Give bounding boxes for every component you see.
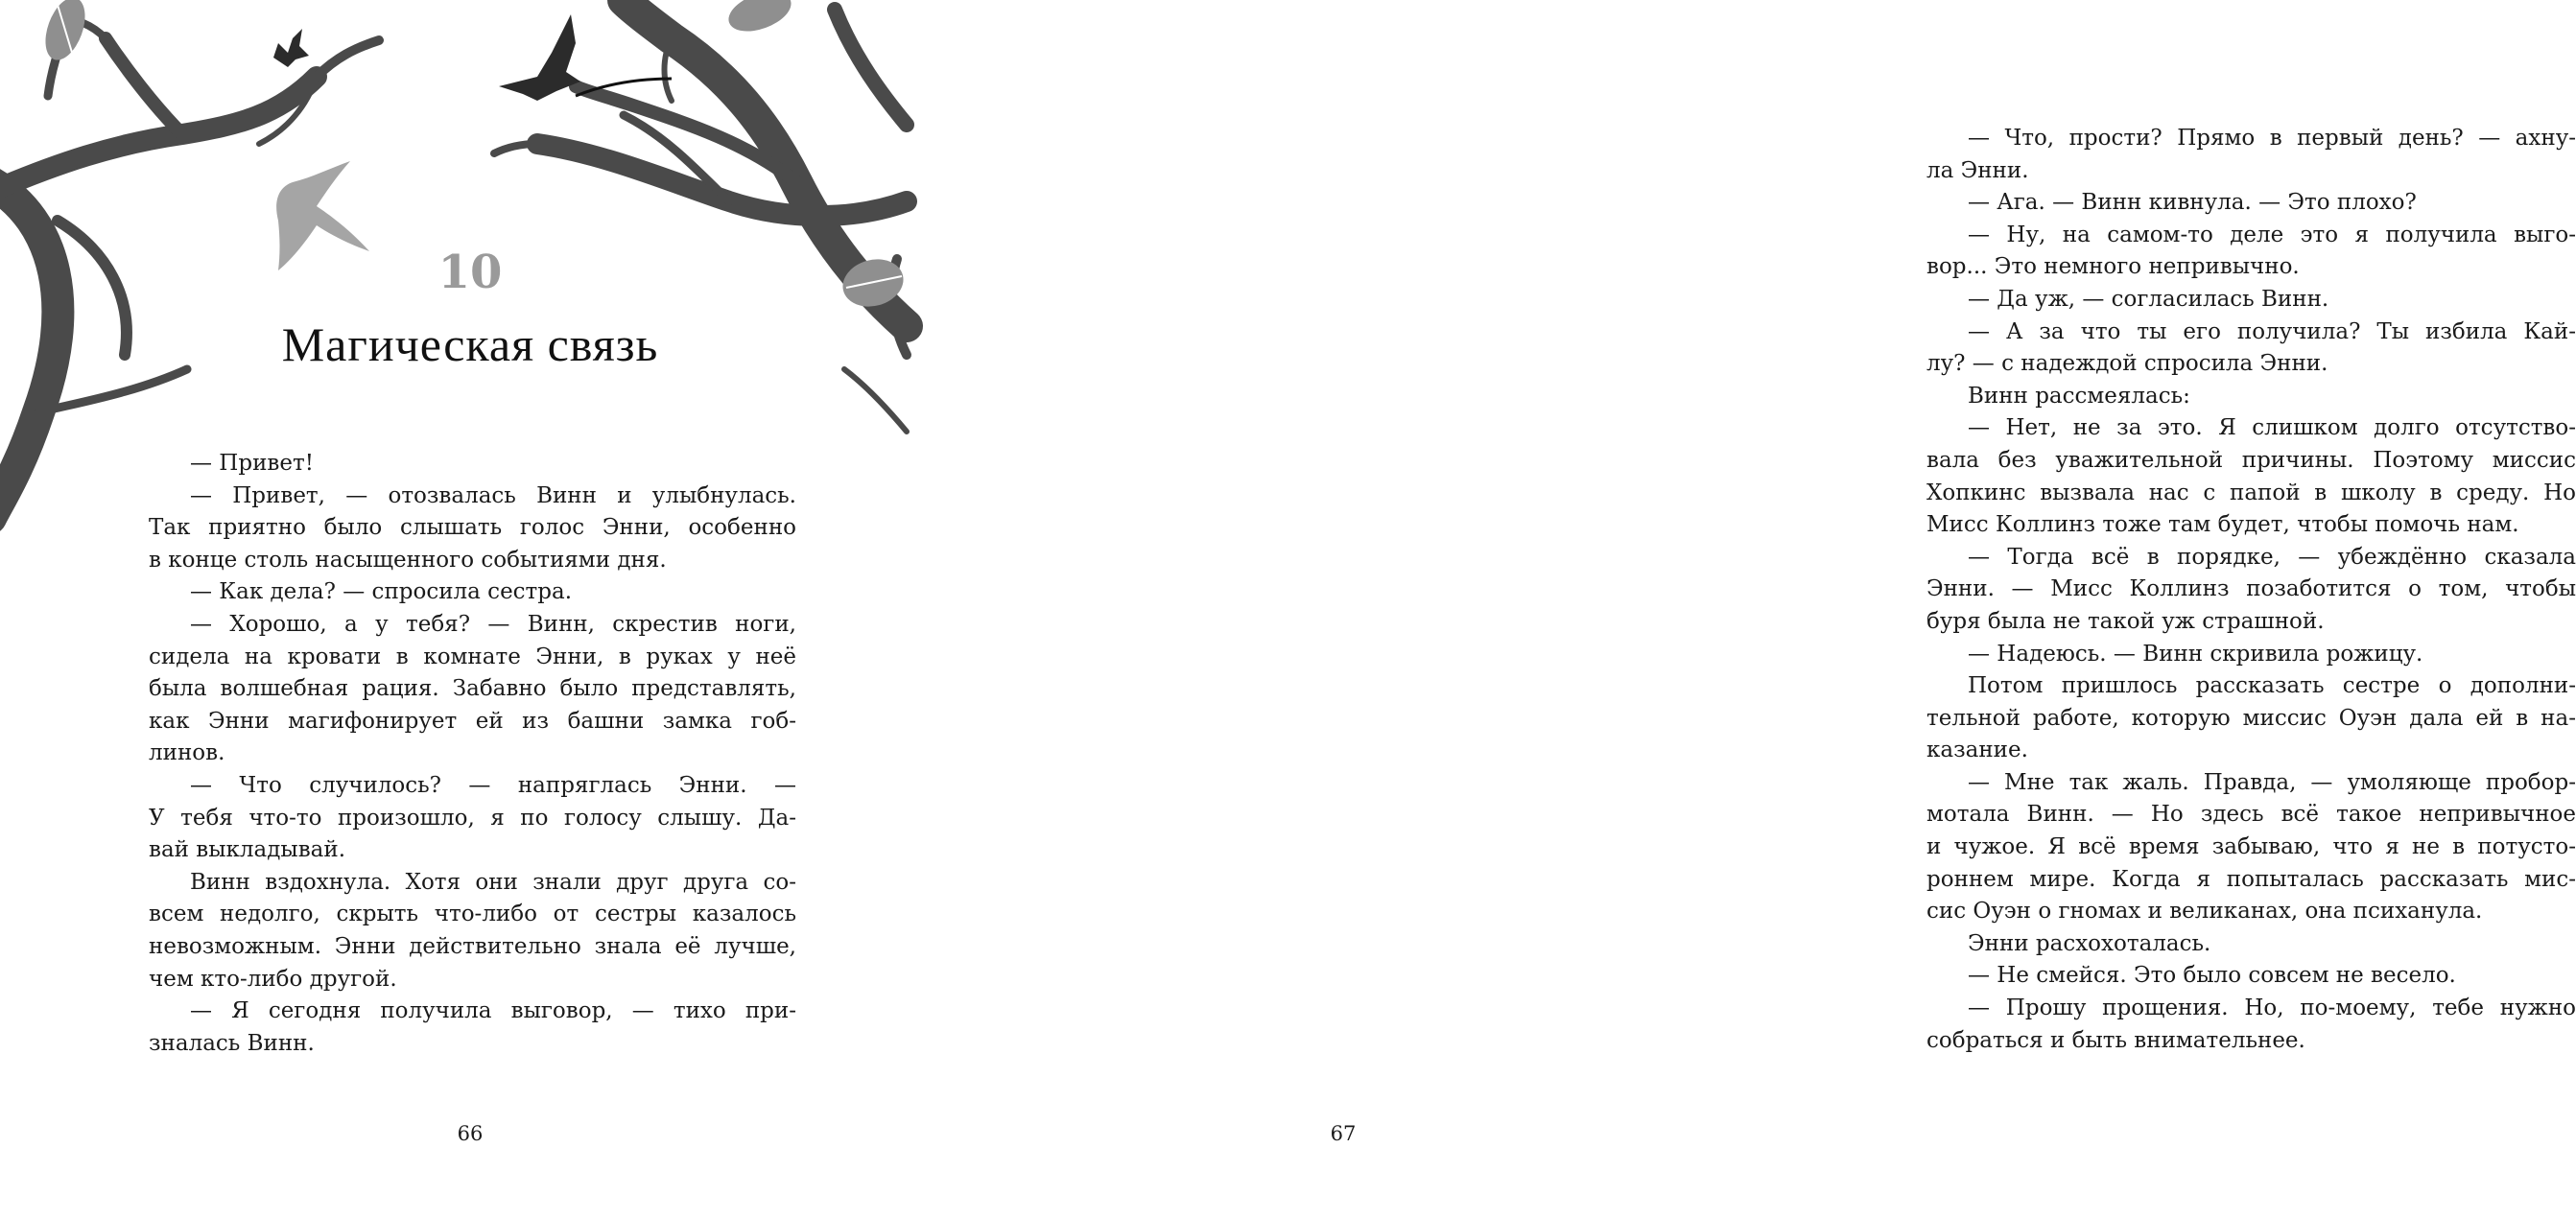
text-line: — Ну, на самом-то деле это я получила выго- [1968,222,2576,247]
text-line: роннем мире. Когда я попыталась рассказать мис- [1926,866,2576,892]
text-line: в конце столь насыщенного событиями дня. [149,547,667,573]
text-line: была волшебная рация. Забавно было представлять, [149,676,796,702]
right-page-text [1926,123,2576,1057]
text-line: — А за что ты его получила? Ты избила Кай- [1968,318,2576,344]
text-line: как Энни магифонирует ей из башни замка гоб- [149,708,796,734]
text-line: вор... Это немного непривычно. [1926,254,2300,280]
chapter-title: Магическая связь [281,317,659,371]
text-line: линов. [149,740,225,766]
text-line: зналась Винн. [149,1030,315,1056]
text-line: — Хорошо, а у тебя? — Винн, скрестив ноги, [190,611,796,637]
chapter-number: 10 [437,246,503,299]
leaf-left [37,0,92,65]
text-line: сидела на кровати в комнате Энни, в руках у неё [149,644,796,669]
page-number-left: 66 [457,1122,484,1145]
text-line: — Да уж, — согласилась Винн. [1968,286,2329,312]
text-line: — Я сегодня получила выговор, — тихо при- [190,998,796,1024]
text-line: Хопкинс вызвала нас с папой в школу в среду. Но [1926,480,2576,505]
text-line: чем кто-либо другой. [149,966,397,992]
text-line: — Что, прости? Прямо в первый день? — ахну- [1968,126,2576,151]
text-line: невозможным. Энни действительно знала её лучше, [149,933,796,959]
text-line: — Как дела? — спросила сестра. [190,579,573,605]
text-line: Так приятно было слышать голос Энни, особенно [149,515,796,541]
swallow-bird [276,161,369,270]
text-line: всем недолго, скрыть что-либо от сестры казалось [149,902,796,927]
text-line: ла Энни. [1926,157,2029,183]
text-line: мотала Винн. — Но здесь всё такое непривычное [1926,802,2576,828]
text-line: сис Оуэн о гномах и великанах, она психанула. [1926,899,2483,925]
text-line: вала без уважительной причины. Поэтому миссис [1926,447,2576,473]
left-page [0,0,907,1218]
text-line: лу? — с надеждой спросила Энни. [1926,351,2328,377]
text-line: Винн вздохнула. Хотя они знали друг друга со- [190,869,796,895]
text-line: — Мне так жаль. Правда, — умоляюще пробор- [1968,769,2576,795]
text-line: Энни расхохоталась. [1968,930,2211,956]
text-line: и чужое. Я всё время забываю, что я не в потусто- [1926,834,2576,860]
text-line: Мисс Коллинз тоже там будет, чтобы помочь нам. [1926,512,2519,538]
tree-branches-left [0,10,379,518]
text-line: вай выкладывай. [149,837,346,863]
text-line: Потом пришлось рассказать сестре о дополни- [1968,673,2576,699]
text-line: Энни. — Мисс Коллинз позаботится о том, чтобы [1926,576,2576,602]
text-line: — Нет, не за это. Я слишком долго отсутство- [1968,415,2576,441]
text-line: — Тогда всё в порядке, — убеждённо сказала [1968,544,2576,570]
flying-bird-small [273,29,309,67]
text-line: собраться и быть внимательнее. [1926,1027,2305,1053]
text-line: — Ага. — Винн кивнула. — Это плохо? [1968,190,2417,216]
text-line: — Прошу прощения. Но, по-моему, тебе нужно [1968,995,2576,1021]
right-page [907,0,2576,1218]
text-line: — Надеюсь. — Винн скривила рожицу. [1968,641,2423,667]
text-line: буря была не такой уж страшной. [1926,608,2325,634]
text-line: — Привет, — отозвалась Винн и улыбнулась. [190,482,796,508]
left-page-text [149,448,796,1060]
text-line: У тебя что-то произошло, я по голосу слышу. Да- [149,805,796,831]
flying-bird-large [499,14,580,101]
text-line: тельной работе, которую миссис Оуэн дала ей в на- [1926,705,2576,731]
text-line: казание. [1926,738,2028,763]
text-line: Винн рассмеялась: [1968,383,2190,409]
text-line: — Что случилось? — напряглась Энни. — [190,772,796,798]
text-line: — Привет! [190,451,314,476]
page-number-right: 67 [1330,1122,1357,1145]
text-line: — Не смейся. Это было совсем не весело. [1968,963,2456,989]
